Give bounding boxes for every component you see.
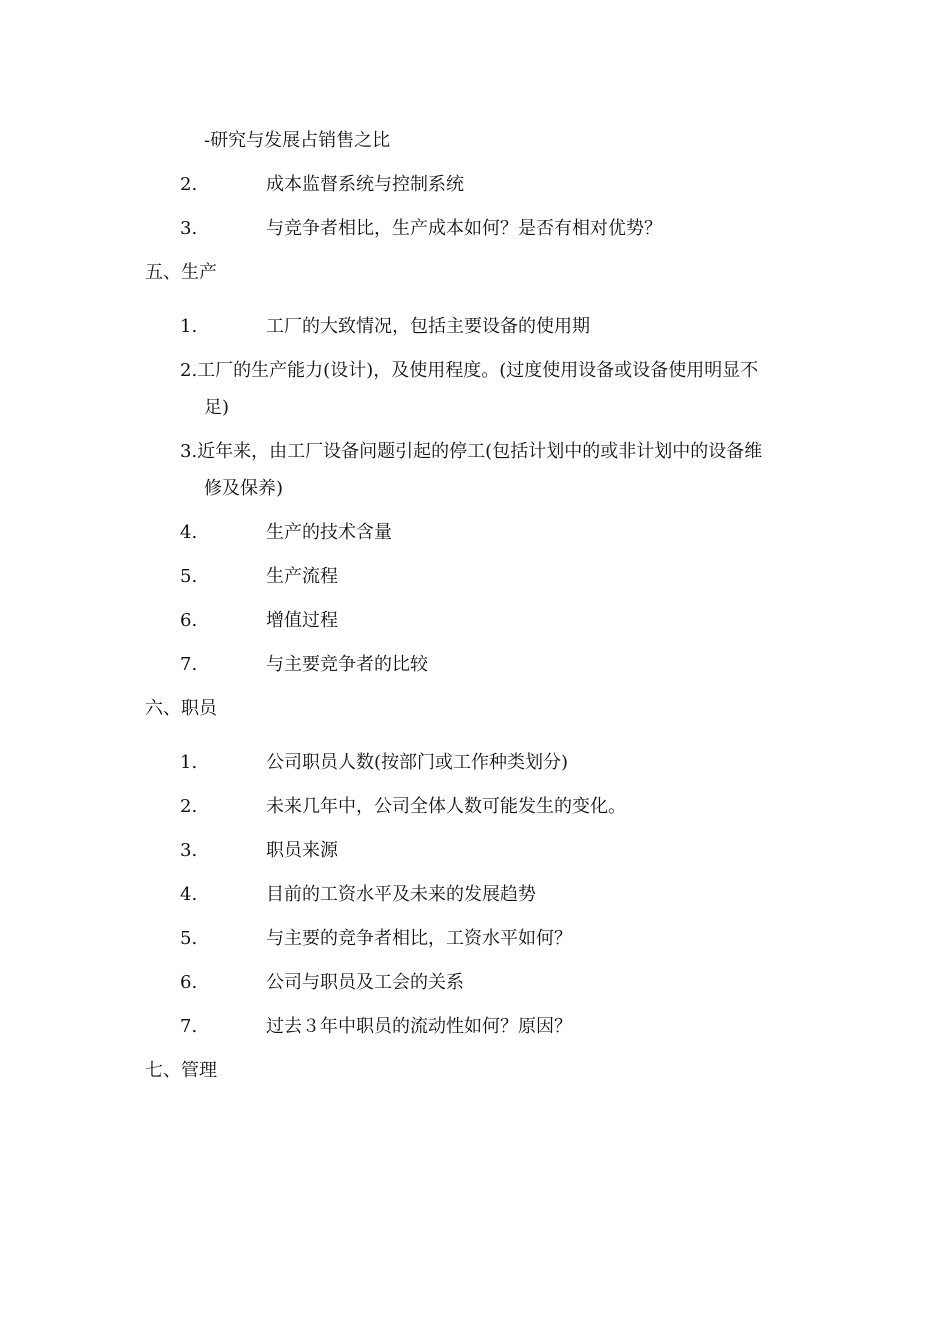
- item-text: 生产的技术含量: [266, 522, 392, 543]
- item-number: 1.: [180, 316, 198, 337]
- item-text: 未来几年中，公司全体人数可能发生的变化。: [266, 796, 626, 817]
- intro-line: -研究与发展占销售之比: [204, 130, 391, 151]
- item-text: 生产流程: [266, 566, 338, 587]
- item-number: 7.: [180, 654, 198, 675]
- item-text: 公司与职员及工会的关系: [266, 972, 464, 993]
- item-number: 3.: [180, 840, 198, 861]
- section5-heading: 五、生产: [145, 262, 217, 283]
- item-text: 过去３年中职员的流动性如何？原因？: [266, 1016, 572, 1037]
- item-text: 与主要竞争者的比较: [266, 654, 428, 675]
- item-text: 职员来源: [266, 840, 338, 861]
- item-number: 4.: [180, 522, 198, 543]
- item-text: 目前的工资水平及未来的发展趋势: [266, 884, 536, 905]
- section6-heading: 六、职员: [145, 698, 217, 719]
- section7-heading: 七、管理: [145, 1060, 217, 1081]
- item-number: 3.: [180, 218, 198, 239]
- item-number: 5.: [180, 928, 198, 949]
- item-number: 4.: [180, 884, 198, 905]
- item-number: 5.: [180, 566, 198, 587]
- item-number: 6.: [180, 972, 198, 993]
- item-number: 2.: [180, 174, 198, 195]
- section5-item-3-line2: 修及保养): [204, 478, 284, 499]
- item-text: 与竞争者相比，生产成本如何？是否有相对优势？: [266, 218, 662, 239]
- item-text: 工厂的大致情况，包括主要设备的使用期: [266, 316, 590, 337]
- item-number: 1.: [180, 752, 198, 773]
- section5-item-2-line1: 2.工厂的生产能力(设计)，及使用程度。(过度使用设备或设备使用明显不: [180, 360, 759, 381]
- item-text: 增值过程: [266, 610, 338, 631]
- item-number: 7.: [180, 1016, 198, 1037]
- section5-item-2-line2: 足): [204, 397, 230, 418]
- item-text: 与主要的竞争者相比，工资水平如何？: [266, 928, 572, 949]
- item-number: 6.: [180, 610, 198, 631]
- section5-item-3-line1: 3.近年来，由工厂设备问题引起的停工(包括计划中的或非计划中的设备维: [180, 441, 763, 462]
- item-text: 成本监督系统与控制系统: [266, 174, 464, 195]
- item-text: 公司职员人数(按部门或工作种类划分): [266, 752, 569, 773]
- item-number: 2.: [180, 796, 198, 817]
